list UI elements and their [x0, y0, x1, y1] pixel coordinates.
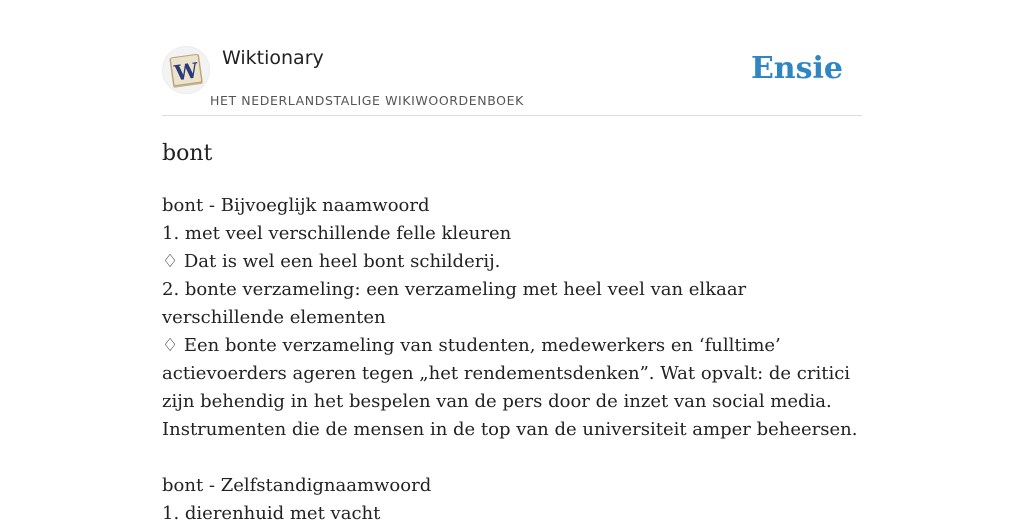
site-title[interactable]: Wiktionary [222, 47, 324, 69]
entry-line: ♢ Een bonte verzameling van studenten, medewerkers en ‘fulltime’ actievoerders ageren tegen „het rendementsdenken”. Wat opvalt: de critici zijn behendig in het bespelen van de pers door de inzet van social media. Instrumenten die de mensen in de top van de universiteit amper beheersen. [162, 335, 858, 440]
entry-line: 2. bonte verzameling: een verzameling met heel veel van elkaar verschillende elementen [162, 279, 747, 328]
entry-line: 1. dierenhuid met vacht [162, 503, 381, 524]
entry-line: ♢ Dat is wel een heel bont schilderij. [162, 251, 501, 272]
definition-entry [162, 192, 862, 444]
entry-heading: bont - Bijvoeglijk naamwoord [162, 195, 430, 216]
header [162, 0, 862, 116]
wiktionary-logo-icon[interactable] [162, 46, 210, 94]
definition-entry [162, 472, 862, 528]
entries [162, 192, 862, 528]
content [162, 0, 862, 524]
logo-tile-graphic [162, 46, 210, 94]
entry-heading: bont - Zelfstandignaamwoord [162, 475, 432, 496]
word-title: bont [162, 141, 213, 166]
entry-line: 1. met veel verschillende felle kleuren [162, 223, 512, 244]
site-tagline: HET NEDERLANDSTALIGE WIKIWOORDENBOEK [210, 93, 524, 108]
logo-letter: W [172, 57, 200, 86]
entry-spacer [162, 444, 862, 472]
ensie-brand-link[interactable]: Ensie [750, 51, 843, 86]
